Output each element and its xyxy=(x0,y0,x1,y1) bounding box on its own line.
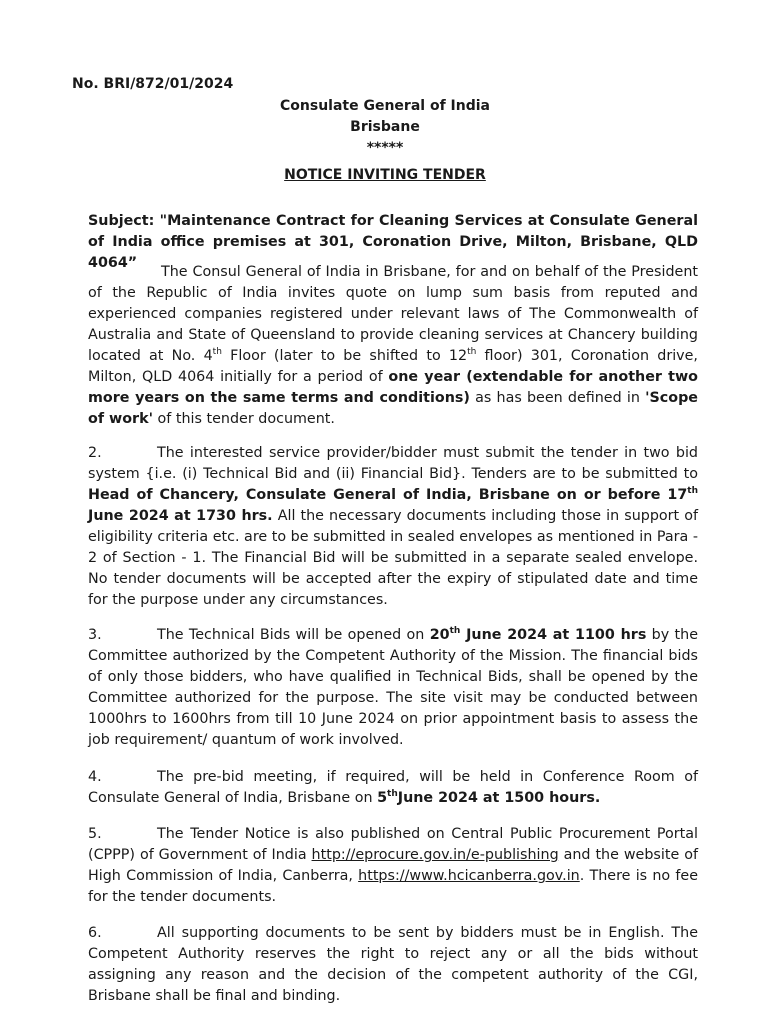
p3-text-a: The Technical Bids will be opened on xyxy=(157,627,430,643)
p2-bold-2: June 2024 at 1730 hrs. xyxy=(88,508,273,524)
p1-bold-1: one year (extendable for another two more years on the same terms and conditions) xyxy=(88,369,699,406)
paragraph-6 xyxy=(88,923,698,1007)
p3-text-b: by the Committee authorized by the Competent Authority of the Mission. The financial bids of only those bidders, who have qualified in Technical Bids, shall be opened by the Committee authorized for the purpose. The site visit may be conducted between 1000hrs to 1600hrs from till 10 June 2024 on prior appointment basis to assess the job requirement/ quantum of work involved. xyxy=(88,627,698,748)
p3-number: 3. xyxy=(88,627,102,643)
p1-text-e: of this tender document. xyxy=(153,411,335,427)
p1-sup-2: th xyxy=(467,347,477,358)
p2-bold-1: Head of Chancery, Consulate General of India, Brisbane on or before 17 xyxy=(88,487,688,503)
p1-bold-2: 'Scope of work' xyxy=(88,390,698,427)
p4-bold-2: June 2024 at 1500 hours. xyxy=(397,790,601,806)
p5-number: 5. xyxy=(88,826,102,842)
eprocure-link[interactable]: http://eprocure.gov.in/e-publishing xyxy=(311,847,559,863)
paragraph-2 xyxy=(88,443,698,611)
city-name: Brisbane xyxy=(350,119,420,135)
p1-sup-1: th xyxy=(212,347,222,358)
paragraph-1 xyxy=(88,262,698,430)
p2-text-a: The interested service provider/bidder must submit the tender in two bid system {i.e. (i) Technical Bid and (ii) Financial Bid}. Tenders are to be submitted to xyxy=(88,445,698,482)
p3-bold-1: 20 xyxy=(429,627,450,643)
p3-bold-2: June 2024 at 1100 hrs xyxy=(460,627,647,643)
p1-text-c: floor) 301, Coronation drive, Milton, QLD 4064 initially for a period of xyxy=(88,348,698,385)
p4-bold-1: 5 xyxy=(377,790,388,806)
p6-number: 6. xyxy=(88,925,102,941)
notice-title: NOTICE INVITING TENDER xyxy=(284,167,486,183)
organization-name: Consulate General of India xyxy=(280,98,490,114)
p5-text-a: The Tender Notice is also published on Central Public Procurement Portal (CPPP) of Government of India xyxy=(88,826,698,863)
reference-number: No. BRI/872/01/2024 xyxy=(72,76,234,92)
subject-line: Subject: "Maintenance Contract for Cleaning Services at Consulate General of India office premises at 301, Coronation Drive, Milton, Brisbane, QLD 4064” xyxy=(88,213,698,271)
p1-text-b: Floor (later to be shifted to 12 xyxy=(221,348,468,364)
p4-number: 4. xyxy=(88,769,102,785)
paragraph-4 xyxy=(88,767,698,809)
p4-sup: th xyxy=(387,789,398,800)
p1-text-a: The Consul General of India in Brisbane, for and on behalf of the President of the Republic of India invites quote on lump sum basis from reputed and experienced companies registered under relevant laws of The Commonwealth of Australia and State of Queensland to provide cleaning services at Chancery building located at No. 4 xyxy=(88,264,698,364)
p5-text-c: . There is no fee for the tender documents. xyxy=(88,868,699,905)
separator-stars: ***** xyxy=(366,140,404,156)
p2-sup: th xyxy=(687,486,698,497)
p3-sup: th xyxy=(449,626,461,637)
p5-text-b: and the website of High Commission of India, Canberra, xyxy=(88,847,698,884)
p1-text-d: as has been defined in xyxy=(469,390,646,406)
p4-text-a: The pre-bid meeting, if required, will be held in Conference Room of Consulate General of India, Brisbane on xyxy=(88,769,698,806)
paragraph-5 xyxy=(88,824,698,908)
p6-text-a: All supporting documents to be sent by bidders must be in English. The Competent Authority reserves the right to reject any or all the bids without assigning any reason and the decision of the competent authority of the CGI, Brisbane shall be final and binding. xyxy=(88,925,698,1004)
paragraph-3 xyxy=(88,625,698,751)
p2-number: 2. xyxy=(88,445,102,461)
hci-canberra-link[interactable]: https://www.hcicanberra.gov.in xyxy=(358,868,580,884)
p2-text-b: All the necessary documents including those in support of eligibility criteria etc. are to be submitted in sealed envelopes as mentioned in Para - 2 of Section - 1. The Financial Bid will be submitted in a separate sealed envelope. No tender documents will be accepted after the expiry of stipulated date and time for the purpose under any circumstances. xyxy=(88,508,698,608)
